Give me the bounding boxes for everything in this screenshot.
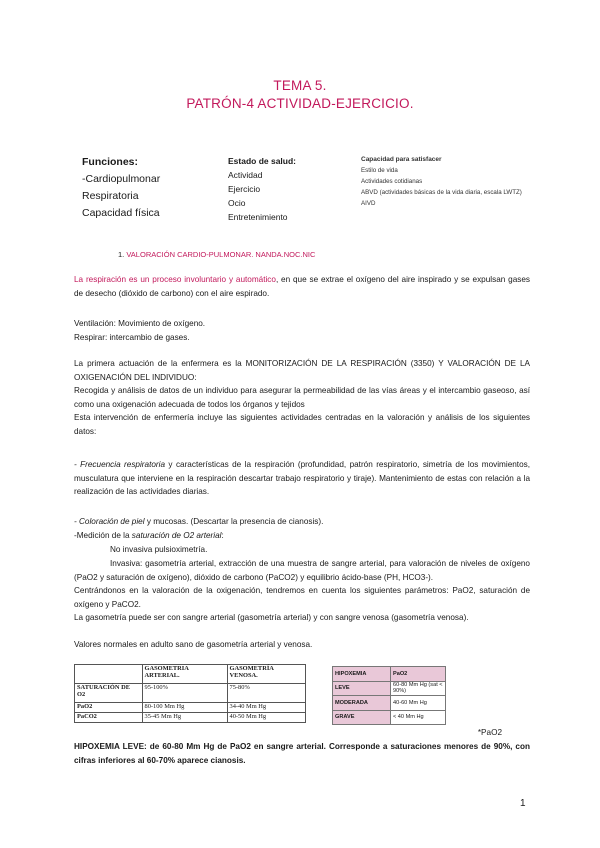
table-cell: 60-80 Mm Hg (sat < 90%) bbox=[390, 681, 445, 696]
intro-paragraph bbox=[74, 273, 530, 300]
funciones-item: Respiratoria bbox=[82, 190, 139, 202]
table-cell: 95-100% bbox=[142, 684, 227, 703]
invasiva-paragraph: Invasiva: gasometría arterial, extracción de una muestra de sangre arterial, para valoración de niveles de oxígeno (PaO2 y saturación de oxígeno), dióxido de carbono (PaCO2) y equilibrio ácido-base (PH, HCO3-). bbox=[74, 559, 530, 582]
table-cell: LEVE bbox=[333, 681, 391, 696]
table-cell: PaCO2 bbox=[75, 713, 143, 723]
table-cell: MODERADA bbox=[333, 696, 391, 711]
estado-salud-item: Entretenimiento bbox=[228, 212, 288, 222]
intervencion-paragraph: Esta intervención de enfermería incluye las siguientes actividades centradas en la valoración y análisis de los siguientes datos: bbox=[74, 413, 530, 436]
table-cell: 34-40 Mm Hg bbox=[227, 703, 305, 713]
capacidad-item: Actividades cotidianas bbox=[361, 178, 423, 185]
medicion-label: saturación de O2 arterial bbox=[131, 531, 222, 540]
table-cell: 35-45 Mm Hg bbox=[142, 713, 227, 723]
table-cell: PaO2 bbox=[75, 703, 143, 713]
recogida-paragraph: Recogida y análisis de datos de un individuo para asegurar la permeabilidad de las vías áreas y el intercambio gaseoso, así como una oxigenación adecuada de todos los órganos y tejidos bbox=[74, 386, 530, 409]
medicion-post: : bbox=[221, 531, 224, 540]
gasometria-table bbox=[74, 664, 306, 723]
frecuencia-paragraph bbox=[74, 458, 530, 499]
intro-rest: , en que se extrae el oxígeno del aire inspirado y se expulsan gases de desecho (dióxido de carbono) con el aire espirado. bbox=[74, 275, 530, 298]
capacidad-item: AIVD bbox=[361, 200, 376, 207]
table-row bbox=[75, 703, 306, 713]
table-row bbox=[75, 713, 306, 723]
pao2-note: *PaO2 bbox=[477, 728, 502, 737]
no-invasiva-line: No invasiva pulsioximetría. bbox=[110, 545, 208, 554]
table-row bbox=[333, 667, 446, 682]
table-cell: 75-80% bbox=[227, 684, 305, 703]
centrandonos-paragraph: Centrándonos en la valoración de la oxigenación, tendremos en cuenta los siguientes parámetros: PaO2, saturación de oxígeno y PaCO2. bbox=[74, 586, 530, 609]
monitorizacion-paragraph: La primera actuación de la enfermera es la MONITORIZACIÓN DE LA RESPIRACIÓN (3350) Y VALORACIÓN DE LA OXIGENACIÓN DEL INDIVIDUO: bbox=[74, 359, 530, 382]
section-heading bbox=[118, 250, 315, 259]
estado-salud-item: Ejercicio bbox=[228, 184, 261, 194]
capacidad-item: Estilo de vida bbox=[361, 167, 398, 174]
coloracion-label: - Coloración de piel bbox=[74, 517, 145, 526]
intro-highlight: La respiración es un proceso involuntario y automático bbox=[74, 275, 276, 284]
capacidad-block bbox=[361, 154, 522, 209]
medicion-pre: -Medición de la bbox=[74, 531, 132, 540]
section-number: 1. bbox=[118, 250, 125, 259]
table-cell: 80-100 Mm Hg bbox=[142, 703, 227, 713]
table-row bbox=[333, 696, 446, 711]
hipoxemia-table bbox=[332, 666, 446, 725]
capacidad-heading: Capacidad para satisfacer bbox=[361, 156, 442, 163]
gasometria-line: La gasometría puede ser con sangre arterial (gasometría arterial) y con sangre venosa (gasometría venosa). bbox=[74, 613, 469, 622]
table-row bbox=[75, 684, 306, 703]
page-title-line-1: TEMA 5. bbox=[273, 78, 327, 93]
frecuencia-rest: y características de la respiración (profundidad, patrón respiratorio, simetría de los movimientos, musculatura que interviene en la respiración descartar trabajo respiratorio y tiraje). Mantenimiento de estas con relación a la realización de las actividades diarias. bbox=[74, 460, 530, 496]
respirar-line: Respirar: intercambio de gases. bbox=[74, 333, 190, 342]
estado-salud-item: Actividad bbox=[228, 170, 263, 180]
valores-line: Valores normales en adulto sano de gasometría arterial y venosa. bbox=[74, 640, 313, 649]
funciones-item: -Cardiopulmonar bbox=[82, 173, 161, 185]
estado-salud-block bbox=[228, 154, 296, 224]
table-cell: HIPOXEMIA bbox=[333, 667, 391, 682]
table-header-row bbox=[75, 665, 306, 684]
medicion-line bbox=[74, 529, 530, 543]
section-title: VALORACIÓN CARDIO-PULMONAR. NANDA.NOC.NIC bbox=[126, 250, 316, 259]
hipoxemia-paragraph: HIPOXEMIA LEVE: de 60-80 Mm Hg de PaO2 en sangre arterial. Corresponde a saturaciones menores de 90%, con cifras inferiores al 60-70% aparece cianosis. bbox=[74, 742, 530, 765]
table-header-cell: GASOMETRIA ARTERIAL. bbox=[142, 665, 227, 684]
capacidad-item: ABVD (actividades básicas de la vida diaria, escala LWTZ) bbox=[361, 189, 522, 196]
table-row bbox=[333, 681, 446, 696]
coloracion-line bbox=[74, 515, 530, 529]
estado-salud-heading: Estado de salud: bbox=[228, 156, 297, 166]
page-number: 1 bbox=[520, 798, 526, 809]
funciones-heading: Funciones: bbox=[82, 156, 139, 168]
estado-salud-item: Ocio bbox=[228, 198, 246, 208]
coloracion-rest: y mucosas. (Descartar la presencia de cianosis). bbox=[144, 517, 324, 526]
page-title-line-2: PATRÓN-4 ACTIVIDAD-EJERCICIO. bbox=[186, 96, 414, 111]
table-cell: PaO2 bbox=[390, 667, 445, 682]
table-cell: GRAVE bbox=[333, 710, 391, 725]
frecuencia-label: - Frecuencia respiratoria bbox=[74, 460, 166, 469]
table-row bbox=[333, 710, 446, 725]
table-header-cell: GASOMETRÍA VENOSA. bbox=[227, 665, 305, 684]
table-cell: 40-50 Mm Hg bbox=[227, 713, 305, 723]
table-header-cell bbox=[75, 665, 143, 684]
table-cell: SATURACIÓN DE O2 bbox=[75, 684, 143, 703]
table-cell: 40-60 Mm Hg bbox=[390, 696, 445, 711]
funciones-item: Capacidad física bbox=[82, 207, 160, 219]
funciones-block bbox=[82, 154, 160, 222]
table-cell: < 40 Mm Hg bbox=[390, 710, 445, 725]
ventilacion-line: Ventilación: Movimiento de oxígeno. bbox=[74, 319, 206, 328]
